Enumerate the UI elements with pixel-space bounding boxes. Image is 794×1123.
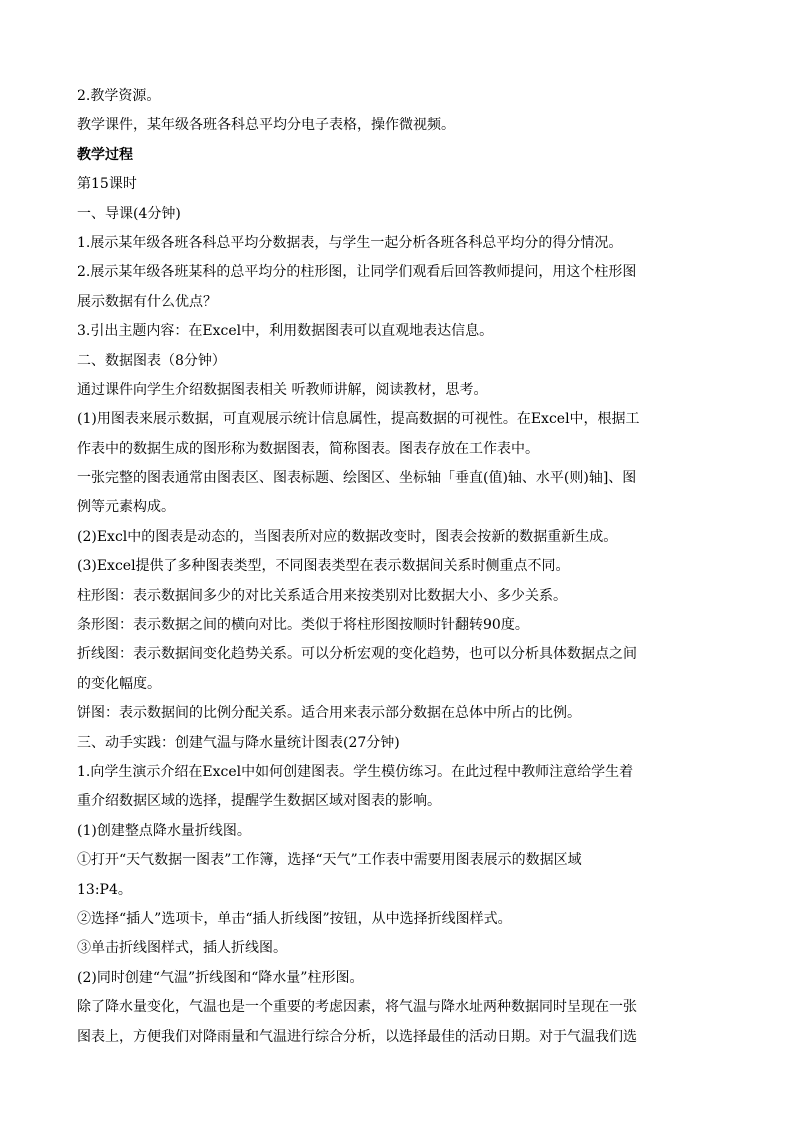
text-line: 展示数据有什么优点？ [77, 293, 217, 310]
text-line: 2.展示某年级各班某科的总平均分的柱形图，让同学们观看后回答教师提问，用这个柱形图 [77, 264, 637, 281]
text-line: 折线图：表示数据间变化趋势关系。可以分析宏观的变化趋势，也可以分析具体数据点之间 [77, 646, 637, 663]
text-line: 三、动手实践：创建气温与降水量统计图表(27分钟) [77, 734, 400, 751]
text-line: (2)同时创建“气温”折线图和“降水量”柱形图。 [77, 969, 364, 986]
text-line: 一张完整的图表通常由图表区、图表标题、绘图区、坐标轴「垂直(值)轴、水平(则)轴]、图 [77, 470, 637, 487]
text-line: 13:P4。 [77, 881, 132, 898]
text-line: ②选择“插人”选项卡，单击“插人折线图”按钮，从中选择折线图样式。 [77, 910, 512, 927]
text-line: (2)Excl中的图表是动态的，当图表所对应的数据改变时，图表会按新的数据重新生成。 [77, 528, 618, 545]
section-heading: 教学过程 [77, 146, 133, 163]
text-line: 1.展示某年级各班各科总平均分数据表，与学生一起分析各班各科总平均分的得分情况。 [77, 234, 623, 251]
text-line: 除了降水量变化，气温也是一个重要的考虑因素，将气温与降水址两种数据同时呈现在一张 [77, 999, 637, 1016]
text-line: 作表中的数据生成的图形称为数据图表，简称图表。图表存放在工作表中。 [77, 440, 539, 457]
text-line: 2.教学资源。 [77, 88, 161, 104]
text-line: (3)Excel提供了多种图表类型，不同图表类型在表示数据间关系时侧重点不同。 [77, 558, 570, 575]
text-line: 通过课件向学生介绍数据图表相关 听教师讲解，阅读教材，思考。 [77, 381, 488, 398]
text-line: 1.向学生演示介绍在Excel中如何创建图表。学生模仿练习。在此过程中教师注意给学生着 [77, 763, 634, 780]
text-line: 条形图：表示数据之间的横向对比。类似于将柱形图按顺时针翻转90度。 [77, 617, 529, 634]
text-line: 图表上，方便我们对降雨量和气温进行综合分析，以选择最佳的活动日期。对于气温我们选 [77, 1028, 637, 1045]
text-line: 的变化幅度。 [77, 675, 161, 692]
text-line: (1)用图表来展示数据，可直观展示统计信息属性，提高数据的可视性。在Excel中，根据工 [77, 411, 640, 428]
text-line: 重介绍数据区域的选择，提醒学生数据区域对图表的影响。 [77, 793, 441, 810]
text-line: 柱形图：表示数据间多少的对比关系适合用来按类别对比数据大小、多少关系。 [77, 587, 567, 604]
text-line: ①打开“天气数据一图表”工作簿，选择“天气”工作表中需要用图表展示的数据区域 [77, 852, 582, 869]
document-body [77, 82, 717, 1052]
text-line: 3.引出主题内容：在Excel中，利用数据图表可以直观地表达信息。 [77, 323, 494, 340]
text-line: 饼图：表示数据间的比例分配关系。适合用来表示部分数据在总体中所占的比例。 [77, 705, 581, 722]
text-line: 一、导课(4分钟) [77, 205, 181, 222]
text-line: 第15课时 [77, 176, 137, 193]
text-line: 教学课件，某年级各班各科总平均分电子表格，操作微视频。 [77, 117, 455, 134]
text-line: 例等元素构成。 [77, 499, 175, 516]
text-line: ③单击折线图样式，插人折线图。 [77, 940, 287, 957]
text-line: (1)创建整点降水量折线图。 [77, 822, 251, 839]
text-line: 二、数据图表（8分钟） [77, 352, 226, 369]
